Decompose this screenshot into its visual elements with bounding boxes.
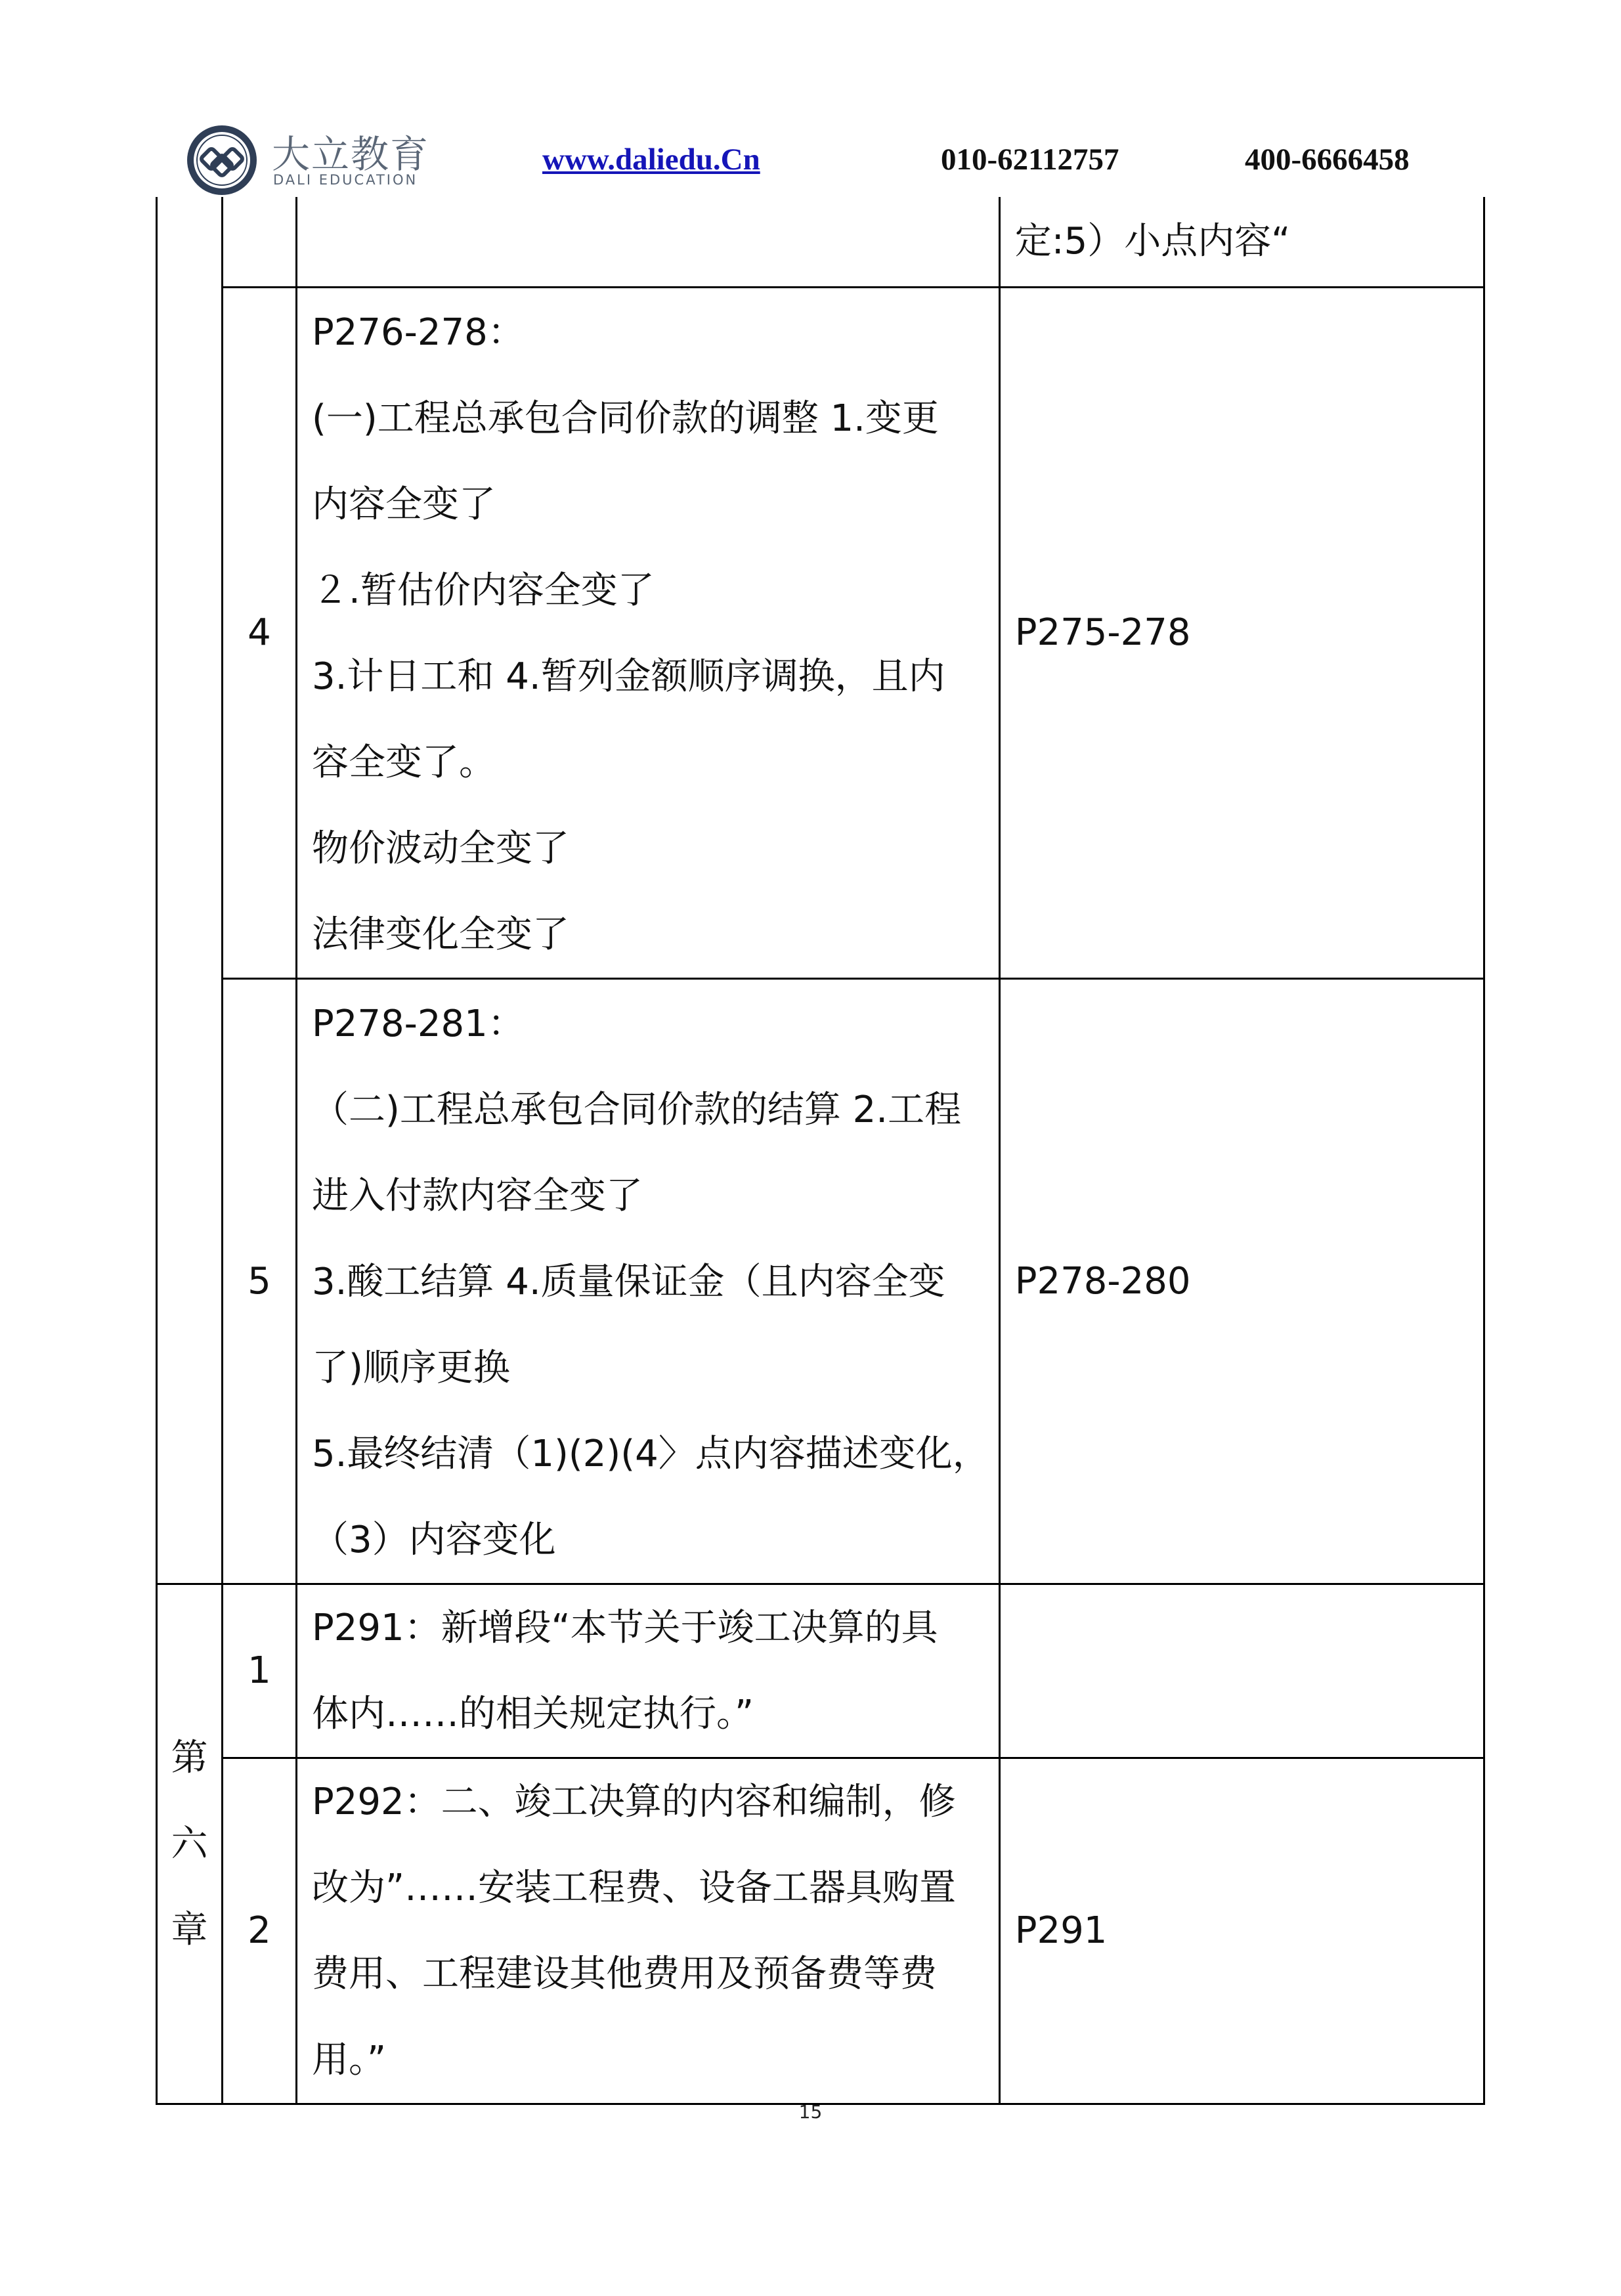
content-line: 法律变化全变了	[312, 913, 569, 956]
content-line: P278-281：	[312, 1002, 525, 1045]
content-line: 费用、工程建设其他费用及预备费等费	[312, 1952, 937, 1995]
page-reference: 定:5）小点内容“	[1014, 220, 1291, 263]
row-content-cell	[297, 197, 1000, 287]
row-page-cell	[999, 978, 1484, 1584]
content-line: (一)工程总承包合同价款的调整 1.变更	[312, 397, 939, 440]
page-reference: P275-278	[1014, 611, 1191, 654]
table-row	[157, 978, 1484, 1584]
content-line: 了)顺序更换	[312, 1346, 510, 1389]
phone-number-2: 400-6666458	[1245, 142, 1410, 177]
chapter-char: 第	[171, 1736, 208, 1779]
row-number-cell: 2	[223, 1758, 297, 2104]
content-line: P292：二、竣工决算的内容和编制，修	[312, 1780, 956, 1823]
table-row	[157, 197, 1484, 287]
content-line: 3.计日工和 4.暂列金额顺序调换，且内	[312, 655, 945, 698]
content-line: 体内……的相关规定执行。”	[312, 1692, 754, 1735]
row-page-cell	[999, 1758, 1484, 2104]
row-content-cell	[297, 1758, 1000, 2104]
content-line: ２.暂估价内容全变了	[312, 569, 655, 612]
row-page-cell	[999, 287, 1484, 978]
row-number-cell: 1	[223, 1584, 297, 1758]
content-line: 改为”……安装工程费、设备工器具购置	[312, 1866, 957, 1909]
content-line: 用。”	[312, 2038, 387, 2081]
content-line: （3）内容变化	[312, 1518, 556, 1561]
chapter-char: 章	[171, 1908, 208, 1951]
row-content-cell	[297, 1584, 1000, 1758]
row-content-cell	[297, 287, 1000, 978]
chapter-cell-continued	[157, 197, 223, 1584]
content-line: 进入付款内容全变了	[312, 1174, 643, 1217]
content-line: P291：新增段“本节关于竣工决算的具	[312, 1606, 938, 1649]
row-content-cell	[297, 978, 1000, 1584]
revision-table	[156, 197, 1485, 2105]
content-line: 物价波动全变了	[312, 827, 569, 870]
content-line: 容全变了。	[312, 741, 496, 784]
content-line: 3.酸工结算 4.质量保证金（且内容全变	[312, 1260, 945, 1303]
chapter-cell	[157, 1584, 223, 2104]
table-row	[157, 1758, 1484, 2104]
phone-number-1: 010-62112757	[941, 142, 1119, 177]
table-row	[157, 1584, 1484, 1758]
website-link[interactable]: www.daliedu.Cn	[542, 142, 760, 177]
row-page-cell	[999, 197, 1484, 287]
content-line: P276-278：	[312, 311, 525, 354]
row-number-cell	[223, 197, 297, 287]
logo-english-name: DALI EDUCATION	[273, 172, 418, 188]
page-reference: P278-280	[1014, 1259, 1191, 1303]
content-line: 5.最终结清（1)(2)(4〉点内容描述变化，	[312, 1432, 989, 1475]
page-reference: P291	[1014, 1909, 1108, 1952]
table-row	[157, 287, 1484, 978]
logo-chinese-name: 大立教育	[272, 132, 430, 177]
chapter-char: 六	[171, 1822, 208, 1865]
page-number: 15	[798, 2101, 823, 2123]
row-page-cell	[999, 1584, 1484, 1758]
row-number-cell: 4	[223, 287, 297, 978]
content-line: 内容全变了	[312, 483, 496, 526]
row-number-cell: 5	[223, 978, 297, 1584]
content-line: （二)工程总承包合同价款的结算 2.工程	[312, 1088, 962, 1131]
